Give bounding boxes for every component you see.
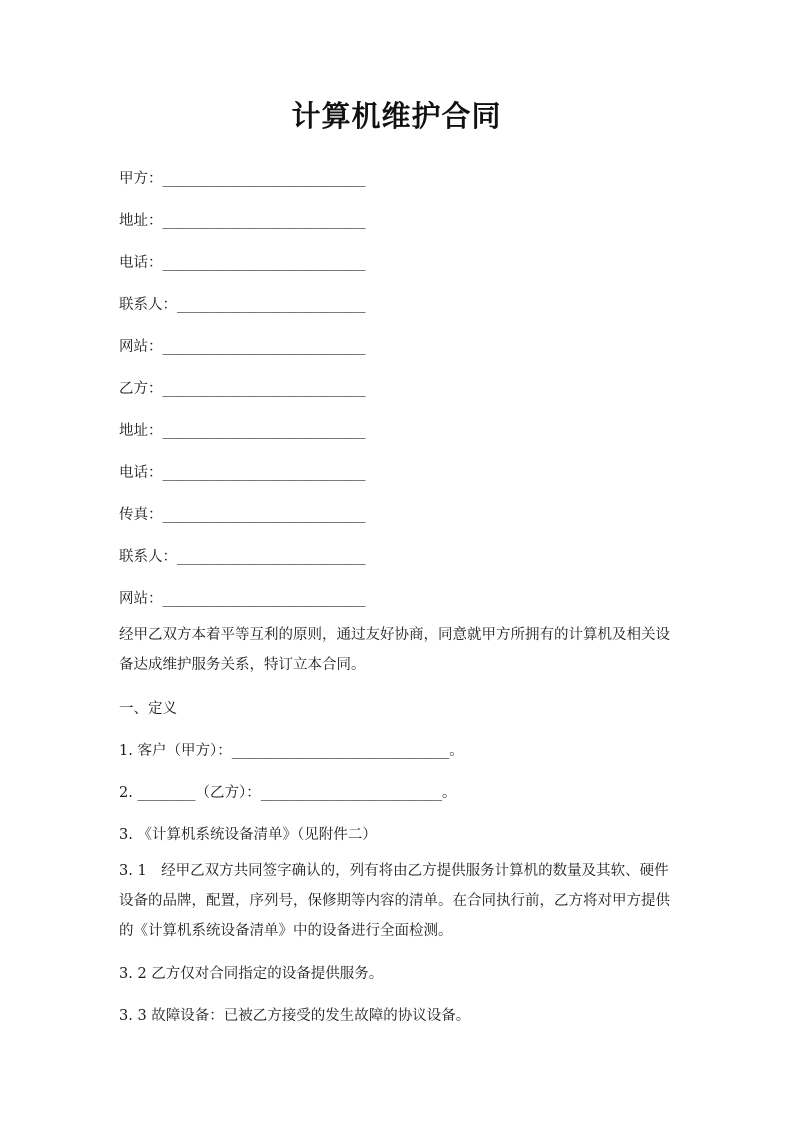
definition-item-3-3: 3. 3 故障设备：已被乙方接受的发生故障的协议设备。 bbox=[119, 1008, 471, 1024]
definition-item-3-2: 3. 2 乙方仅对合同指定的设备提供服务。 bbox=[119, 966, 384, 982]
party-b-website: 网站：____________________________ bbox=[119, 591, 366, 607]
party-b-name: 乙方：____________________________ bbox=[119, 381, 366, 397]
preamble-paragraph: 经甲乙双方本着平等互利的原则，通过友好协商，同意就甲方所拥有的计算机及相关设备达成维护服务关系，特订立本合同。 bbox=[119, 627, 670, 673]
party-a-address: 地址：____________________________ bbox=[119, 213, 366, 229]
definition-item-2: 2. ________（乙方）：_________________________。 bbox=[119, 785, 457, 801]
party-b-fax: 传真：____________________________ bbox=[119, 507, 366, 523]
party-a-name: 甲方：____________________________ bbox=[119, 171, 366, 187]
page-title: 计算机维护合同 bbox=[291, 99, 502, 133]
party-b-address: 地址：____________________________ bbox=[119, 423, 366, 439]
party-a-phone: 电话：____________________________ bbox=[119, 255, 366, 271]
definition-item-3: 3. 《计算机系统设备清单》（见附件二） bbox=[119, 827, 377, 843]
section-1-heading: 一、定义 bbox=[119, 701, 177, 717]
definition-item-1: 1. 客户（甲方）：______________________________。 bbox=[119, 743, 464, 759]
party-a-contact: 联系人：__________________________ bbox=[119, 297, 366, 313]
party-a-website: 网站：____________________________ bbox=[119, 339, 366, 355]
party-b-phone: 电话：____________________________ bbox=[119, 465, 366, 481]
definition-item-3-1: 3. 1 经甲乙双方共同签字确认的，列有将由乙方提供服务计算机的数量及其软、硬件设备的品牌，配置，序列号，保修期等内容的清单。在合同执行前，乙方将对甲方提供的《计算机系统设备清单》中的设备进行全面检测。 bbox=[119, 863, 670, 939]
party-b-contact: 联系人：__________________________ bbox=[119, 549, 366, 565]
